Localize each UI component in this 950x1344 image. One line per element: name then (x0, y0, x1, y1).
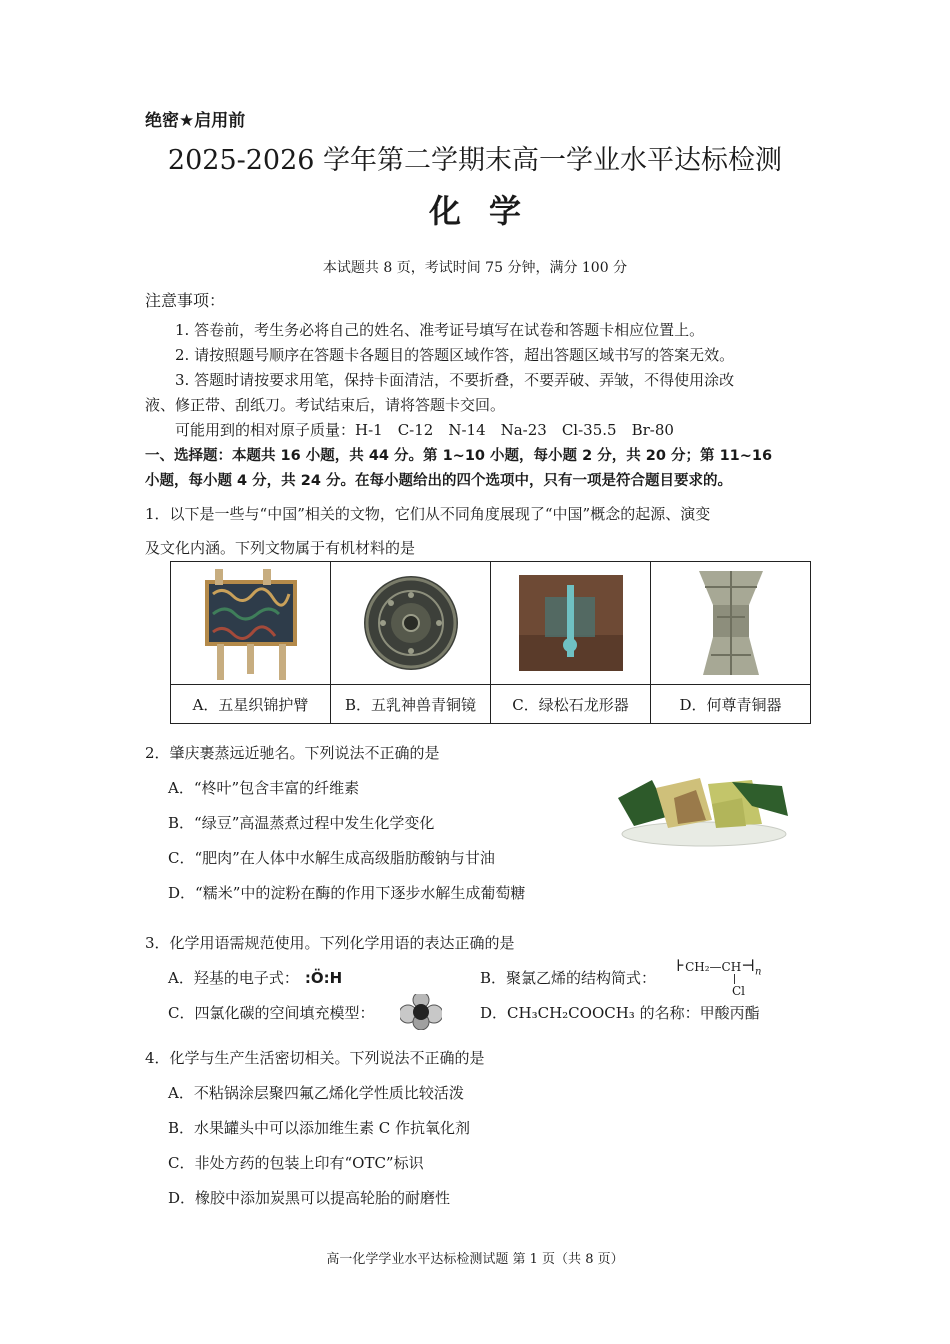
section-heading-line1: 一、选择题：本题共 16 小题，共 44 分。第 1~10 小题，每小题 2 分，共 20 分；第 11~16 (145, 448, 773, 464)
zongzi-image (612, 776, 790, 848)
q2-option-a: A．“柊叶”包含丰富的纤维素 (168, 779, 360, 797)
q1-artifact-table (170, 561, 811, 724)
artifact-c-label: C．绿松石龙形器 (491, 685, 651, 724)
pvc-chlorine: Cl (732, 984, 746, 998)
q4-option-c: C．非处方药的包装上印有“OTC”标识 (168, 1154, 424, 1172)
q3-option-b (480, 967, 656, 988)
notice-item-3: 3. 答题时请按要求用笔，保持卡面清洁，不要折叠，不要弄破、弄皱，不得使用涂改 (175, 371, 735, 389)
notice-item-3-cont: 液、修正带、刮纸刀。考试结束后，请将答题卡交回。 (145, 396, 506, 414)
q3-option-b-text: B．聚氯乙烯的结构简式： (480, 969, 657, 987)
notice-item-1: 1. 答卷前，考生务必将自己的姓名、准考证号填写在试卷和答题卡相应位置上。 (175, 321, 705, 339)
q3-option-a-text: A．羟基的电子式： (168, 969, 299, 987)
artifact-a-label: A．五星织锦护臂 (171, 685, 331, 724)
artifact-a-image (171, 562, 331, 685)
pvc-chain: CH₂—CH (685, 960, 742, 974)
artifact-b-label: B．五乳神兽青铜镜 (331, 685, 491, 724)
q2-option-b: B．“绿豆”高温蒸煮过程中发生化学变化 (168, 814, 435, 832)
q2-stem: 2．肇庆裹蒸远近驰名。下列说法不正确的是 (145, 744, 440, 762)
pvc-n: n (754, 966, 762, 978)
q2-option-c: C．“肥肉”在人体中水解生成高级脂肪酸钠与甘油 (168, 849, 495, 867)
q3-option-c-text: C．四氯化碳的空间填充模型： (168, 1004, 375, 1022)
q4-option-d: D．橡胶中添加炭黑可以提高轮胎的耐磨性 (168, 1189, 451, 1207)
ccl4-space-filling-model (400, 994, 442, 1030)
q4-option-b: B．水果罐头中可以添加维生素 C 作抗氧化剂 (168, 1119, 471, 1137)
notice-heading: 注意事项： (145, 291, 226, 310)
q3-option-c (168, 1002, 374, 1023)
hydroxyl-electron-formula: :Ö:H (304, 969, 343, 987)
page-footer: 高一化学学业水平达标检测试题 第 1 页（共 8 页） (326, 1252, 624, 1267)
notice-item-2: 2. 请按照题号顺序在答题卡各题目的答题区域作答，超出答题区域书写的答案无效。 (175, 346, 735, 364)
exam-title: 2025-2026 学年第二学期末高一学业水平达标检测 (167, 145, 783, 176)
pvc-structure-formula: $⊦CH_2—CH⊣_n$ Cl (676, 956, 762, 998)
q3-option-d: D．CH₃CH₂COOCH₃ 的名称：甲酸丙酯 (480, 1004, 760, 1022)
q3-option-a (168, 967, 342, 988)
artifact-d-image (651, 562, 811, 685)
q4-stem: 4．化学与生产生活密切相关。下列说法不正确的是 (145, 1049, 485, 1067)
q3-stem: 3．化学用语需规范使用。下列化学用语的表达正确的是 (145, 934, 515, 952)
q2-option-d: D．“糯米”中的淀粉在酶的作用下逐步水解生成葡萄糖 (168, 884, 526, 902)
confidential-mark: 绝密★启用前 (145, 111, 246, 131)
artifact-b-image (331, 562, 491, 685)
atomic-masses: 可能用到的相对原子质量：H-1 C-12 N-14 Na-23 Cl-35.5 Br-80 (175, 421, 674, 439)
subject-title: 化学 (428, 192, 549, 230)
q1-stem-line1: 1．以下是一些与“中国”相关的文物，它们从不同角度展现了“中国”概念的起源、演变 (145, 505, 711, 523)
q4-option-a: A．不粘锅涂层聚四氟乙烯化学性质比较活泼 (168, 1084, 464, 1102)
exam-info: 本试题共 8 页，考试时间 75 分钟，满分 100 分 (322, 260, 628, 276)
q1-stem-line2: 及文化内涵。下列文物属于有机材料的是 (145, 539, 416, 557)
artifact-d-label: D．何尊青铜器 (651, 685, 811, 724)
artifact-c-image (491, 562, 651, 685)
section-heading-line2: 小题，每小题 4 分，共 24 分。在每小题给出的四个选项中，只有一项是符合题目要求的。 (145, 473, 732, 489)
